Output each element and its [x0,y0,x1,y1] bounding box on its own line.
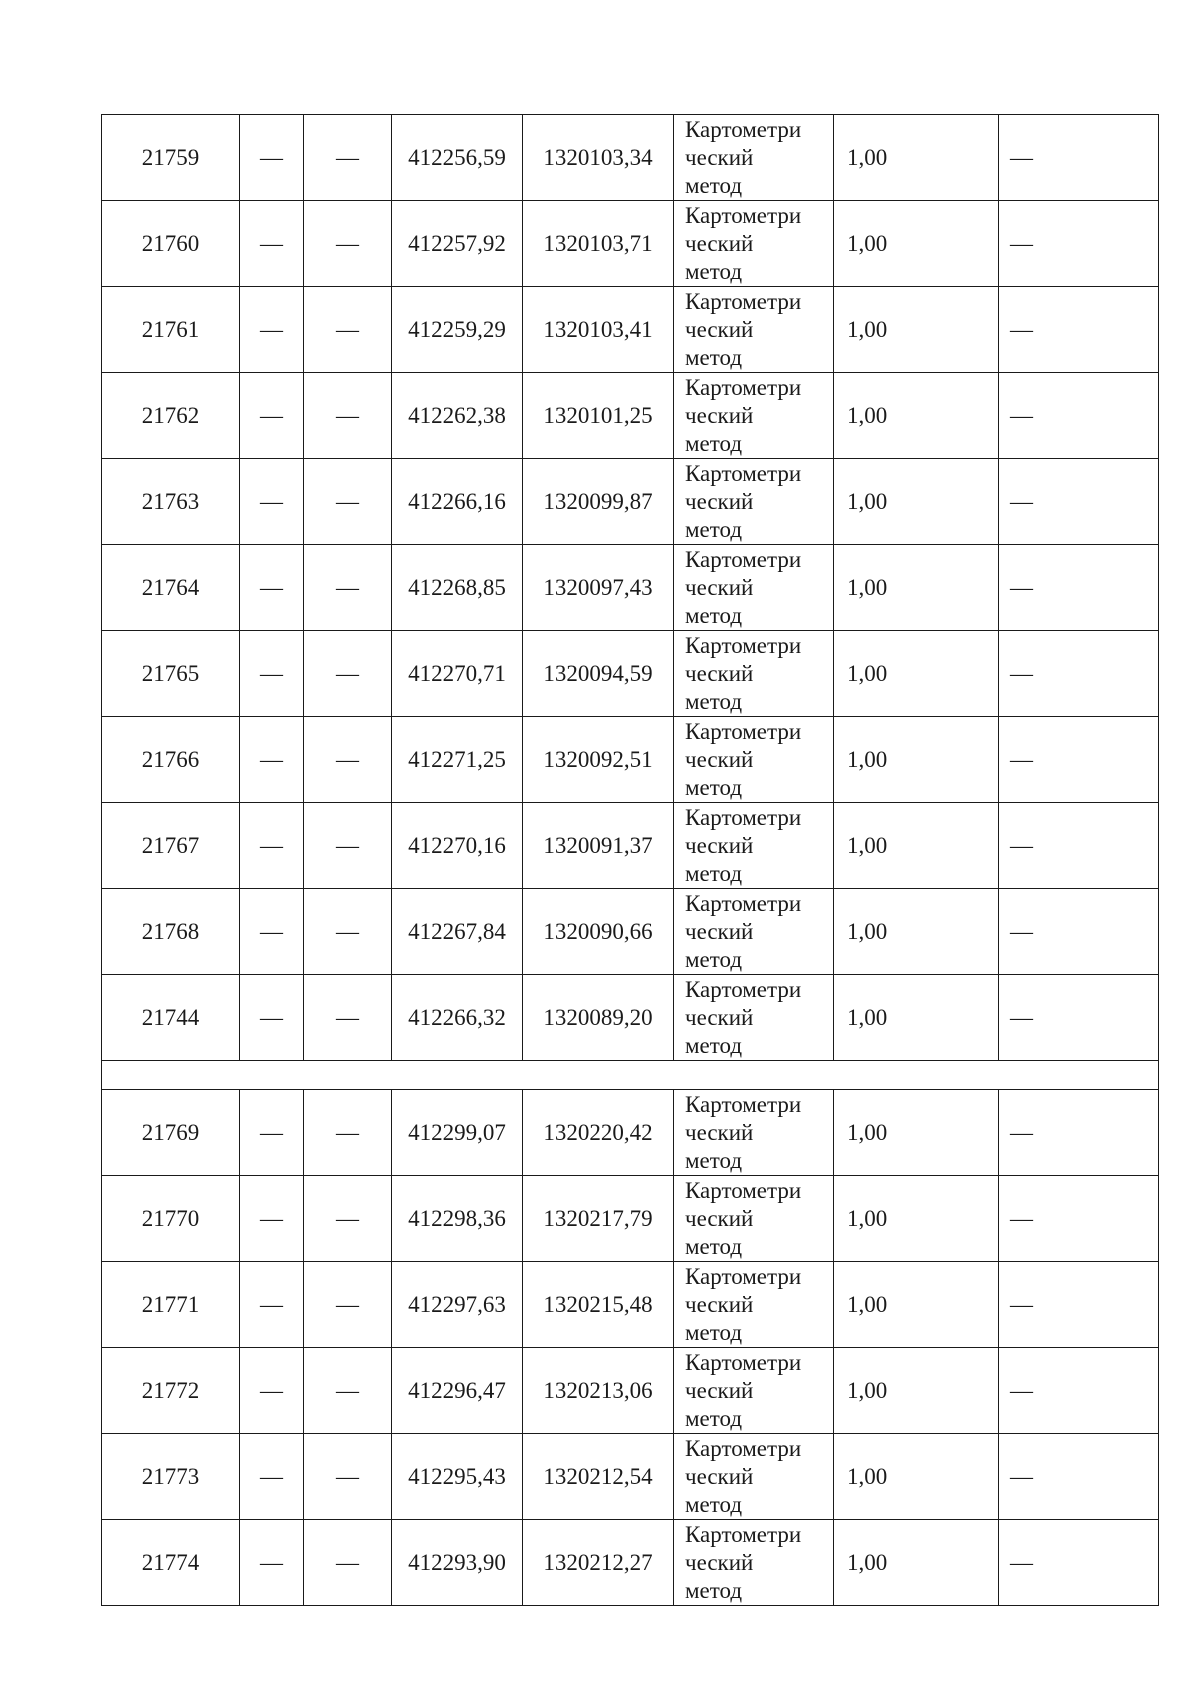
x-coordinate-cell: 412262,38 [392,373,523,459]
point-number-cell: 21760 [102,201,240,287]
method-text-line: ческий [685,833,754,858]
x-coordinate-cell: 412257,92 [392,201,523,287]
accuracy-cell: 1,00 [834,1348,999,1434]
x-coordinate-cell: 412256,59 [392,115,523,201]
method-text-line: метод [685,1492,743,1517]
point-number-cell: 21744 [102,975,240,1061]
x-coordinate-cell: 412296,47 [392,1348,523,1434]
method-text-line: Картометри [685,203,802,228]
table-row [102,545,1159,631]
method-text-line: метод [685,1148,743,1173]
x-coordinate-cell: 412266,32 [392,975,523,1061]
point-number-cell: 21770 [102,1176,240,1262]
point-number-cell: 21763 [102,459,240,545]
method-text-line: метод [685,1320,743,1345]
y-coordinate-cell: 1320099,87 [523,459,674,545]
method-text-line: метод [685,689,743,714]
x-coordinate-cell: 412268,85 [392,545,523,631]
method-text-line: ческий [685,1378,754,1403]
method-text-line: метод [685,1406,743,1431]
empty-value-cell: — [304,975,392,1061]
empty-value-cell: — [240,631,304,717]
description-cell: — [999,1176,1159,1262]
point-number-cell: 21771 [102,1262,240,1348]
accuracy-cell: 1,00 [834,975,999,1061]
method-text-line: метод [685,1033,743,1058]
method-text-line: ческий [685,919,754,944]
empty-value-cell: — [240,115,304,201]
x-coordinate-cell: 412297,63 [392,1262,523,1348]
x-coordinate-cell: 412271,25 [392,717,523,803]
method-text-line: метод [685,345,743,370]
empty-value-cell: — [240,373,304,459]
point-number-cell: 21768 [102,889,240,975]
method-text-line: ческий [685,231,754,256]
accuracy-cell: 1,00 [834,545,999,631]
y-coordinate-cell: 1320091,37 [523,803,674,889]
empty-value-cell: — [304,115,392,201]
point-number-cell: 21764 [102,545,240,631]
method-text-line: ческий [685,1464,754,1489]
point-number-cell: 21772 [102,1348,240,1434]
empty-value-cell: — [240,287,304,373]
description-cell: — [999,975,1159,1061]
empty-value-cell: — [240,1262,304,1348]
description-cell: — [999,1348,1159,1434]
y-coordinate-cell: 1320092,51 [523,717,674,803]
table-row [102,373,1159,459]
method-text-line: Картометри [685,719,802,744]
method-text-line: Картометри [685,461,802,486]
empty-value-cell: — [304,1434,392,1520]
point-number-cell: 21767 [102,803,240,889]
y-coordinate-cell: 1320220,42 [523,1090,674,1176]
accuracy-cell: 1,00 [834,803,999,889]
empty-value-cell: — [304,1262,392,1348]
empty-value-cell: — [240,1348,304,1434]
point-number-cell: 21773 [102,1434,240,1520]
accuracy-cell: 1,00 [834,459,999,545]
method-cell [674,889,834,975]
table-row [102,631,1159,717]
method-text-line: Картометри [685,1178,802,1203]
method-text-line: ческий [685,1550,754,1575]
method-cell [674,373,834,459]
empty-value-cell: — [240,1090,304,1176]
accuracy-cell: 1,00 [834,1520,999,1606]
x-coordinate-cell: 412293,90 [392,1520,523,1606]
empty-value-cell: — [304,1090,392,1176]
method-text-line: Картометри [685,1264,802,1289]
x-coordinate-cell: 412295,43 [392,1434,523,1520]
method-cell [674,1348,834,1434]
description-cell: — [999,1520,1159,1606]
method-cell [674,115,834,201]
accuracy-cell: 1,00 [834,373,999,459]
description-cell: — [999,459,1159,545]
point-number-cell: 21761 [102,287,240,373]
empty-value-cell: — [240,803,304,889]
empty-value-cell: — [304,201,392,287]
x-coordinate-cell: 412298,36 [392,1176,523,1262]
empty-value-cell: — [240,201,304,287]
empty-value-cell: — [240,975,304,1061]
table-row [102,1434,1159,1520]
table-row [102,1520,1159,1606]
accuracy-cell: 1,00 [834,889,999,975]
method-cell [674,803,834,889]
empty-value-cell: — [304,545,392,631]
point-number-cell: 21762 [102,373,240,459]
method-text-line: метод [685,259,743,284]
method-text-line: ческий [685,317,754,342]
method-cell [674,975,834,1061]
table-row [102,1090,1159,1176]
table-row [102,1348,1159,1434]
empty-value-cell: — [240,1176,304,1262]
x-coordinate-cell: 412259,29 [392,287,523,373]
method-cell [674,1090,834,1176]
description-cell: — [999,889,1159,975]
method-text-line: метод [685,947,743,972]
method-cell [674,545,834,631]
table-row [102,459,1159,545]
empty-value-cell: — [304,803,392,889]
y-coordinate-cell: 1320103,34 [523,115,674,201]
empty-value-cell: — [304,1520,392,1606]
y-coordinate-cell: 1320215,48 [523,1262,674,1348]
method-cell [674,717,834,803]
method-text-line: ческий [685,1120,754,1145]
table-row [102,1262,1159,1348]
description-cell: — [999,373,1159,459]
empty-value-cell: — [304,459,392,545]
description-cell: — [999,287,1159,373]
x-coordinate-cell: 412270,71 [392,631,523,717]
accuracy-cell: 1,00 [834,201,999,287]
y-coordinate-cell: 1320094,59 [523,631,674,717]
table-row [102,115,1159,201]
description-cell: — [999,1434,1159,1520]
empty-value-cell: — [304,1176,392,1262]
table-row [102,975,1159,1061]
empty-value-cell: — [240,717,304,803]
y-coordinate-cell: 1320103,71 [523,201,674,287]
table-row [102,287,1159,373]
table-row [102,201,1159,287]
x-coordinate-cell: 412299,07 [392,1090,523,1176]
method-text-line: Картометри [685,1436,802,1461]
y-coordinate-cell: 1320212,54 [523,1434,674,1520]
method-text-line: ческий [685,661,754,686]
method-text-line: метод [685,1234,743,1259]
method-text-line: метод [685,173,743,198]
empty-value-cell: — [240,889,304,975]
x-coordinate-cell: 412267,84 [392,889,523,975]
y-coordinate-cell: 1320097,43 [523,545,674,631]
method-text-line: ческий [685,575,754,600]
y-coordinate-cell: 1320103,41 [523,287,674,373]
method-text-line: метод [685,1578,743,1603]
accuracy-cell: 1,00 [834,717,999,803]
description-cell: — [999,545,1159,631]
method-text-line: метод [685,861,743,886]
description-cell: — [999,803,1159,889]
y-coordinate-cell: 1320213,06 [523,1348,674,1434]
method-text-line: Картометри [685,1522,802,1547]
accuracy-cell: 1,00 [834,631,999,717]
method-text-line: Картометри [685,977,802,1002]
method-text-line: метод [685,775,743,800]
method-text-line: Картометри [685,1350,802,1375]
method-cell [674,459,834,545]
y-coordinate-cell: 1320090,66 [523,889,674,975]
y-coordinate-cell: 1320101,25 [523,373,674,459]
point-number-cell: 21765 [102,631,240,717]
accuracy-cell: 1,00 [834,1434,999,1520]
table-row [102,803,1159,889]
method-cell [674,631,834,717]
x-coordinate-cell: 412266,16 [392,459,523,545]
description-cell: — [999,717,1159,803]
method-text-line: ческий [685,145,754,170]
y-coordinate-cell: 1320089,20 [523,975,674,1061]
accuracy-cell: 1,00 [834,1262,999,1348]
method-text-line: Картометри [685,375,802,400]
y-coordinate-cell: 1320217,79 [523,1176,674,1262]
method-text-line: Картометри [685,117,802,142]
empty-value-cell: — [240,1520,304,1606]
table-row [102,889,1159,975]
method-text-line: Картометри [685,547,802,572]
method-text-line: метод [685,431,743,456]
method-cell [674,1262,834,1348]
method-text-line: ческий [685,747,754,772]
method-text-line: Картометри [685,1092,802,1117]
method-text-line: ческий [685,1206,754,1231]
method-cell [674,1176,834,1262]
table-body [102,115,1159,1606]
empty-value-cell: — [304,717,392,803]
point-number-cell: 21774 [102,1520,240,1606]
empty-value-cell: — [304,631,392,717]
description-cell: — [999,1090,1159,1176]
description-cell: — [999,631,1159,717]
empty-value-cell: — [304,287,392,373]
empty-value-cell: — [304,889,392,975]
description-cell: — [999,201,1159,287]
table-row [102,1176,1159,1262]
method-text-line: ческий [685,1005,754,1030]
method-text-line: Картометри [685,891,802,916]
empty-value-cell: — [240,545,304,631]
x-coordinate-cell: 412270,16 [392,803,523,889]
method-text-line: ческий [685,403,754,428]
method-cell [674,201,834,287]
table-row [102,717,1159,803]
y-coordinate-cell: 1320212,27 [523,1520,674,1606]
empty-value-cell: — [240,459,304,545]
method-text-line: ческий [685,489,754,514]
description-cell: — [999,1262,1159,1348]
method-text-line: метод [685,603,743,628]
method-text-line: метод [685,517,743,542]
method-cell [674,1434,834,1520]
method-text-line: Картометри [685,633,802,658]
method-text-line: Картометри [685,289,802,314]
method-cell [674,287,834,373]
accuracy-cell: 1,00 [834,115,999,201]
description-cell: — [999,115,1159,201]
separator-cell [102,1061,1159,1090]
point-number-cell: 21769 [102,1090,240,1176]
empty-value-cell: — [240,1434,304,1520]
point-number-cell: 21766 [102,717,240,803]
method-text-line: Картометри [685,805,802,830]
accuracy-cell: 1,00 [834,1176,999,1262]
point-number-cell: 21759 [102,115,240,201]
empty-value-cell: — [304,373,392,459]
accuracy-cell: 1,00 [834,287,999,373]
empty-value-cell: — [304,1348,392,1434]
accuracy-cell: 1,00 [834,1090,999,1176]
method-cell [674,1520,834,1606]
coordinates-table [101,114,1159,1606]
group-separator-row [102,1061,1159,1090]
method-text-line: ческий [685,1292,754,1317]
